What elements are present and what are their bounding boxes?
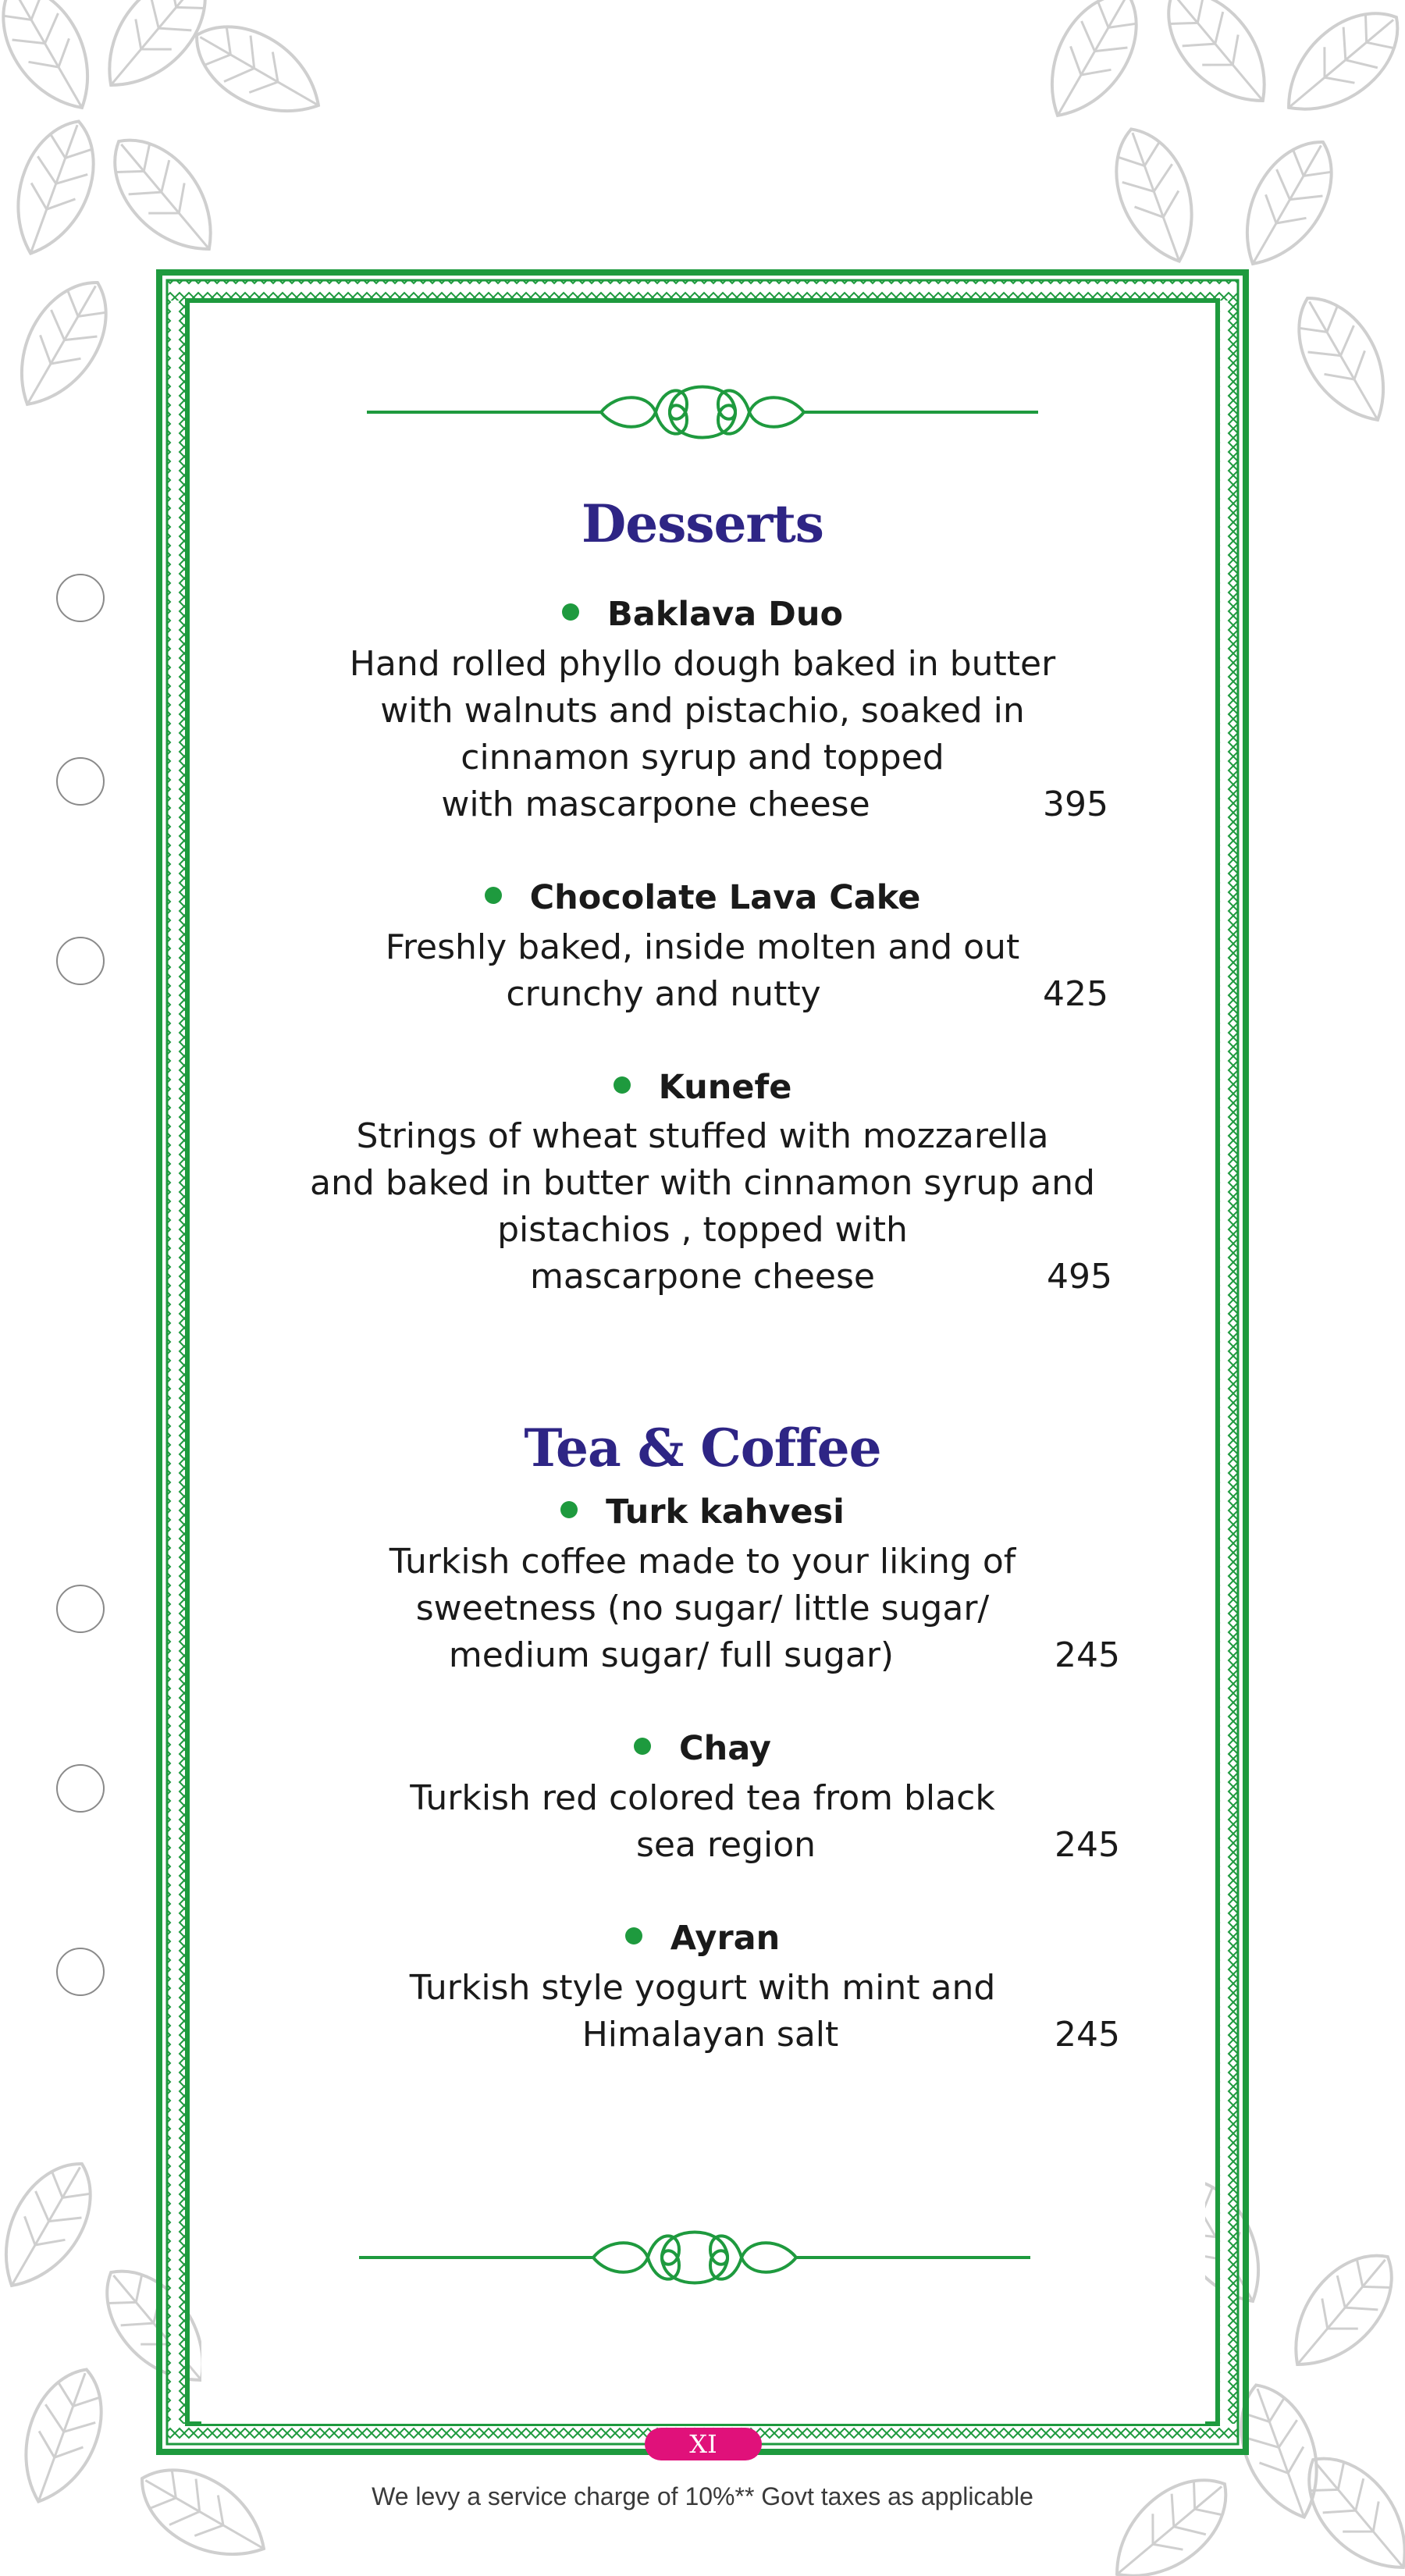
item-description-line: mascarpone cheese [530, 1257, 875, 1297]
item-price: 245 [1055, 2015, 1120, 2055]
page-number-badge: XI [645, 2428, 762, 2460]
item-price: 245 [1055, 1635, 1120, 1675]
bullet-dot-icon [485, 887, 502, 904]
item-description-line: Strings of wheat stuffed with mozzarella [356, 1116, 1049, 1156]
item-description-line: with mascarpone cheese [441, 785, 870, 824]
section-title-tea-coffee: Tea & Coffee [524, 1418, 881, 1478]
item-price: 495 [1047, 1257, 1112, 1297]
item-description-line: pistachios , topped with [497, 1210, 908, 1250]
item-description-line: Himalayan salt [582, 2015, 839, 2055]
footer-service-charge-note: We levy a service charge of 10%** Govt taxes as applicable [372, 2482, 1033, 2510]
item-name-chocolate-lava-cake: Chocolate Lava Cake [0, 878, 1405, 917]
item-description-line: Turkish coffee made to your liking of [389, 1542, 1016, 1582]
section-title-desserts: Desserts [582, 493, 823, 554]
item-price: 245 [1055, 1825, 1120, 1865]
bullet-dot-icon [562, 603, 579, 621]
item-name-ayran: Ayran [0, 1919, 1405, 1958]
item-name-kunefe: Kunefe [0, 1068, 1405, 1107]
item-description-line: crunchy and nutty [506, 974, 821, 1014]
item-description-line: Hand rolled phyllo dough baked in butter [349, 644, 1056, 684]
item-description-line: and baked in butter with cinnamon syrup and [310, 1163, 1095, 1203]
item-description-line: Turkish red colored tea from black [410, 1778, 995, 1818]
item-description-line: sea region [635, 1825, 816, 1865]
item-name-baklava: Baklava Duo [0, 595, 1405, 634]
item-description-line: medium sugar/ full sugar) [448, 1635, 895, 1675]
item-description-line: Freshly baked, inside molten and out [385, 927, 1020, 967]
bullet-dot-icon [560, 1501, 578, 1518]
bullet-dot-icon [625, 1927, 642, 1944]
item-description-line: Turkish style yogurt with mint and [409, 1968, 996, 2008]
flourish-ornament-top [351, 373, 1054, 451]
item-description-line: cinnamon syrup and topped [461, 738, 944, 777]
item-price: 425 [1043, 974, 1108, 1014]
item-description-line: with walnuts and pistachio, soaked in [380, 691, 1025, 731]
item-description-line: sweetness (no sugar/ little sugar/ [415, 1589, 990, 1628]
flourish-ornament-bottom [351, 2218, 1054, 2297]
item-name-turk-kahvesi: Turk kahvesi [0, 1493, 1405, 1532]
item-name-chay: Chay [0, 1729, 1405, 1768]
item-price: 395 [1043, 785, 1108, 824]
bullet-dot-icon [614, 1076, 631, 1094]
bullet-dot-icon [634, 1738, 651, 1755]
